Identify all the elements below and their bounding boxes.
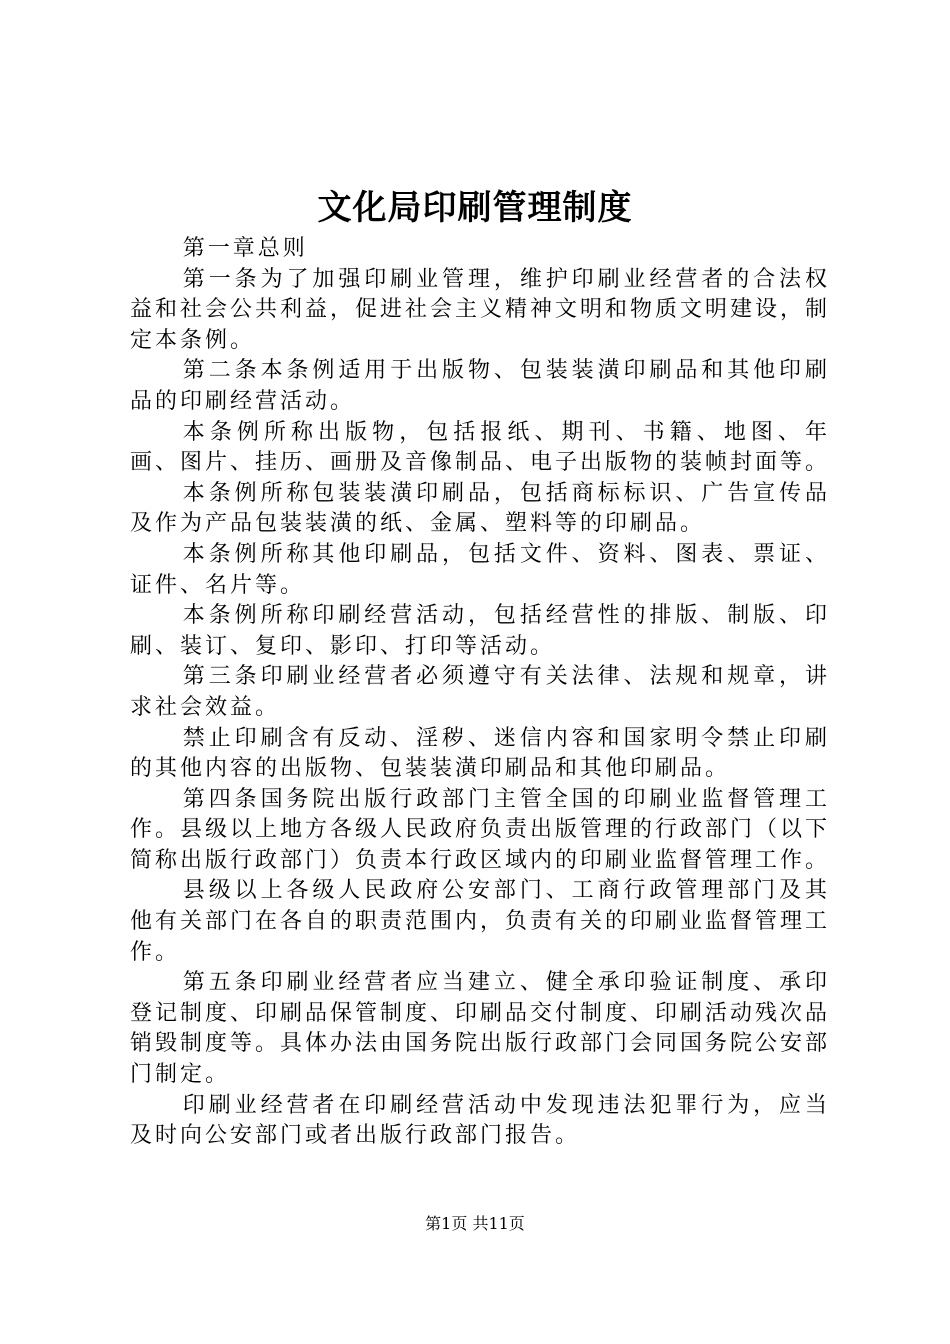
paragraph: 第一条为了加强印刷业管理，维护印刷业经营者的合法权益和社会公共利益，促进社会主义精神文明和物质文明建设，制定本条例。	[130, 266, 831, 353]
paragraph: 本条例所称包装装潢印刷品，包括商标标识、广告宣传品及作为产品包装装潢的纸、金属、塑料等的印刷品。	[130, 480, 830, 537]
paragraph: 第二条本条例适用于出版物、包装装潢印刷品和其他印刷品的印刷经营活动。	[130, 358, 830, 414]
paragraph: 本条例所称出版物，包括报纸、期刊、书籍、地图、年画、图片、挂历、画册及音像制品、电子出版物的装帧封面等。	[130, 419, 831, 476]
paragraph: 本条例所称印刷经营活动，包括经营性的排版、制版、印刷、装订、复印、影印、打印等活动。	[130, 603, 830, 659]
paragraph: 本条例所称其他印刷品，包括文件、资料、图表、票证、证件、名片等。	[130, 541, 830, 598]
paragraph: 第五条印刷业经营者应当建立、健全承印验证制度、承印登记制度、印刷品保管制度、印刷品交付制度、印刷活动残次品销毁制度等。具体办法由国务院出版行政部门会同国务院公安部门制定。	[130, 970, 831, 1088]
paragraph: 县级以上各级人民政府公安部门、工商行政管理部门及其他有关部门在各自的职责范围内，负责有关的印刷业监督管理工作。	[130, 878, 831, 965]
paragraph: 第三条印刷业经营者必须遵守有关法律、法规和规章，讲求社会效益。	[130, 664, 830, 720]
page-number-footer: 第1页 共11页	[425, 1214, 525, 1233]
paragraph: 第一章总则	[182, 236, 308, 261]
document-title: 文化局印刷管理制度	[317, 188, 633, 228]
paragraph: 禁止印刷含有反动、淫秽、迷信内容和国家明令禁止印刷的其他内容的出版物、包装装潢印刷品和其他印刷品。	[130, 725, 830, 782]
document-body	[130, 234, 830, 1152]
paragraph: 印刷业经营者在印刷经营活动中发现违法犯罪行为，应当及时向公安部门或者出版行政部门报告。	[130, 1092, 830, 1149]
paragraph: 第四条国务院出版行政部门主管全国的印刷业监督管理工作。县级以上地方各级人民政府负责出版管理的行政部门（以下简称出版行政部门）负责本行政区域内的印刷业监督管理工作。	[130, 786, 831, 873]
